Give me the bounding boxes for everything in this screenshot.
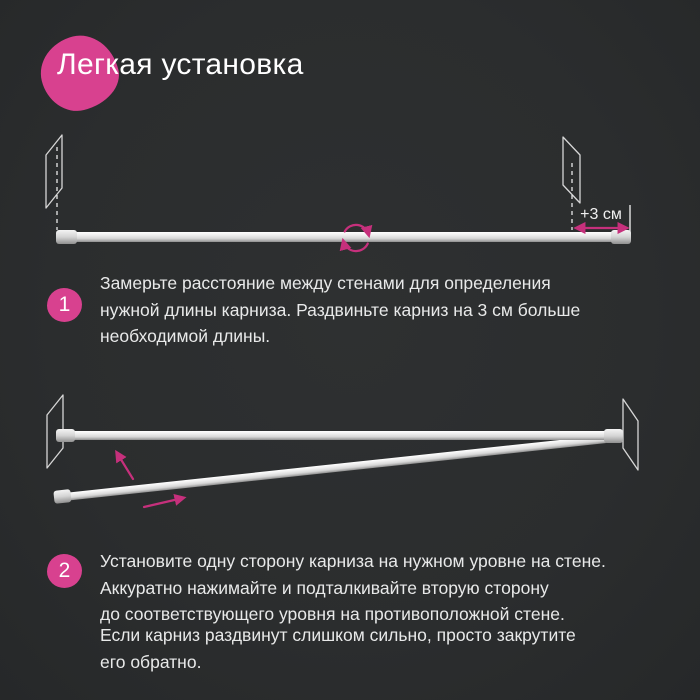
install-diagram bbox=[0, 385, 700, 535]
rod-left-cap bbox=[56, 230, 77, 244]
step-text-line: Установите одну сторону карниза на нужном уровне на стене. bbox=[100, 551, 606, 571]
step-text-line: Замерьте расстояние между стенами для определения bbox=[100, 273, 551, 293]
measure-diagram bbox=[0, 125, 700, 265]
level-rod bbox=[56, 429, 623, 443]
step-text-line: нужной длины карниза. Раздвиньте карниз на 3 см больше bbox=[100, 299, 581, 320]
tilted-rod-left-cap bbox=[53, 489, 71, 504]
page-title: Легкая установка bbox=[57, 48, 304, 81]
step-2-note bbox=[100, 622, 576, 675]
step-text-line: необходимой длины. bbox=[100, 326, 271, 347]
rod-right-cap bbox=[611, 230, 631, 244]
step-text-line: Аккуратно нажимайте и подталкивайте вторую сторону bbox=[100, 577, 549, 598]
step-note-line: Если карниз раздвинут слишком сильно, просто закрутите bbox=[100, 625, 576, 645]
step-note-line: его обратно. bbox=[100, 651, 202, 672]
step-2-text bbox=[100, 548, 606, 628]
left-wall bbox=[46, 135, 62, 208]
right-wall bbox=[623, 399, 638, 470]
rod-wall-mount-cap bbox=[604, 429, 623, 443]
step-1-text bbox=[100, 270, 580, 350]
step-1-number: 1 bbox=[58, 293, 71, 316]
step-1-badge bbox=[47, 288, 82, 322]
step-2-number: 2 bbox=[58, 559, 71, 582]
push-up-arrow bbox=[117, 453, 133, 479]
push-side-arrow bbox=[144, 498, 183, 507]
rod-body bbox=[64, 232, 618, 242]
step-2-badge bbox=[47, 554, 82, 588]
right-wall bbox=[563, 137, 580, 203]
level-rod-left-cap bbox=[56, 429, 75, 442]
extension-label: +3 см bbox=[580, 206, 622, 223]
step-text-line: до соответствующего уровня на противоположной стене. bbox=[100, 604, 565, 625]
tilted-rod bbox=[53, 435, 608, 504]
